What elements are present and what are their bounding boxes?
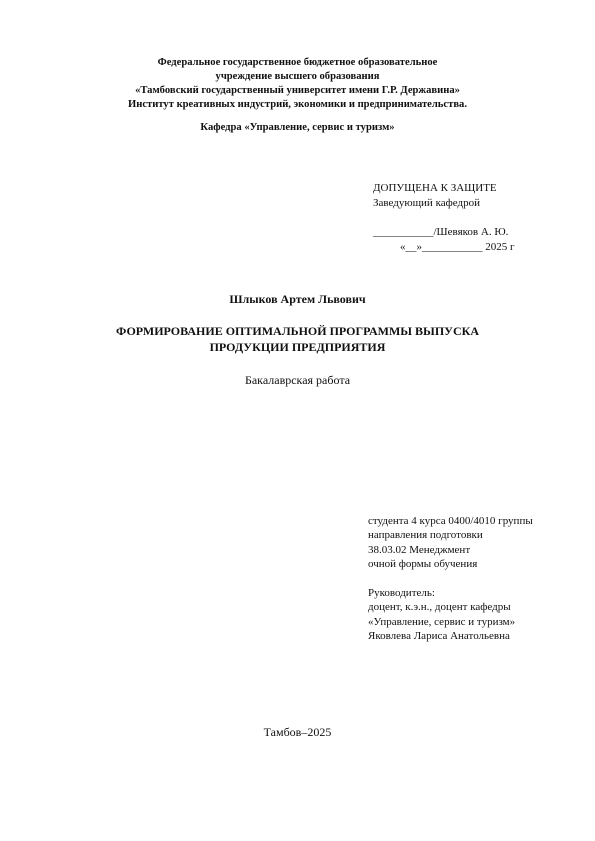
student-specialty: 38.03.02 Менеджмент bbox=[368, 543, 471, 556]
title-line: ФОРМИРОВАНИЕ ОПТИМАЛЬНОЙ ПРОГРАММЫ ВЫПУСКА bbox=[115, 324, 480, 338]
supervisor-name: Яковлева Лариса Анатольевна bbox=[368, 630, 510, 643]
institution-header bbox=[0, 56, 595, 112]
department-name: Кафедра «Управление, сервис и туризм» bbox=[200, 122, 395, 133]
supervisor-position: доцент, к.э.н., доцент кафедры bbox=[368, 601, 511, 614]
header-line: Институт креативных индустрий, экономики и предпринимательства. bbox=[128, 99, 467, 110]
approval-status: ДОПУЩЕНА К ЗАЩИТЕ bbox=[373, 182, 497, 194]
header-line: «Тамбовский государственный университет имени Г.Р. Державина» bbox=[135, 85, 460, 96]
approval-signature: ___________/Шевяков А. Ю. bbox=[373, 226, 509, 239]
student-study-form: очной формы обучения bbox=[368, 558, 478, 571]
header-line: учреждение высшего образования bbox=[215, 71, 380, 82]
thesis-title bbox=[0, 323, 595, 355]
approval-role: Заведующий кафедрой bbox=[373, 197, 480, 209]
student-info-block bbox=[368, 514, 533, 644]
student-group: студента 4 курса 0400/4010 группы bbox=[368, 515, 533, 527]
city-year: Тамбов–2025 bbox=[263, 725, 332, 739]
supervisor-department: «Управление, сервис и туризм» bbox=[368, 615, 516, 628]
author-name: Шлыков Артем Львович bbox=[229, 292, 366, 306]
approval-date: «__»___________ 2025 г bbox=[400, 241, 515, 254]
student-direction: направления подготовки bbox=[368, 529, 483, 542]
header-line: Федеральное государственное бюджетное образовательное bbox=[157, 57, 438, 68]
title-line: ПРОДУКЦИИ ПРЕДПРИЯТИЯ bbox=[209, 340, 386, 354]
supervisor-label: Руководитель: bbox=[368, 587, 435, 600]
work-type: Бакалаврская работа bbox=[244, 373, 351, 387]
approval-block bbox=[373, 181, 515, 255]
